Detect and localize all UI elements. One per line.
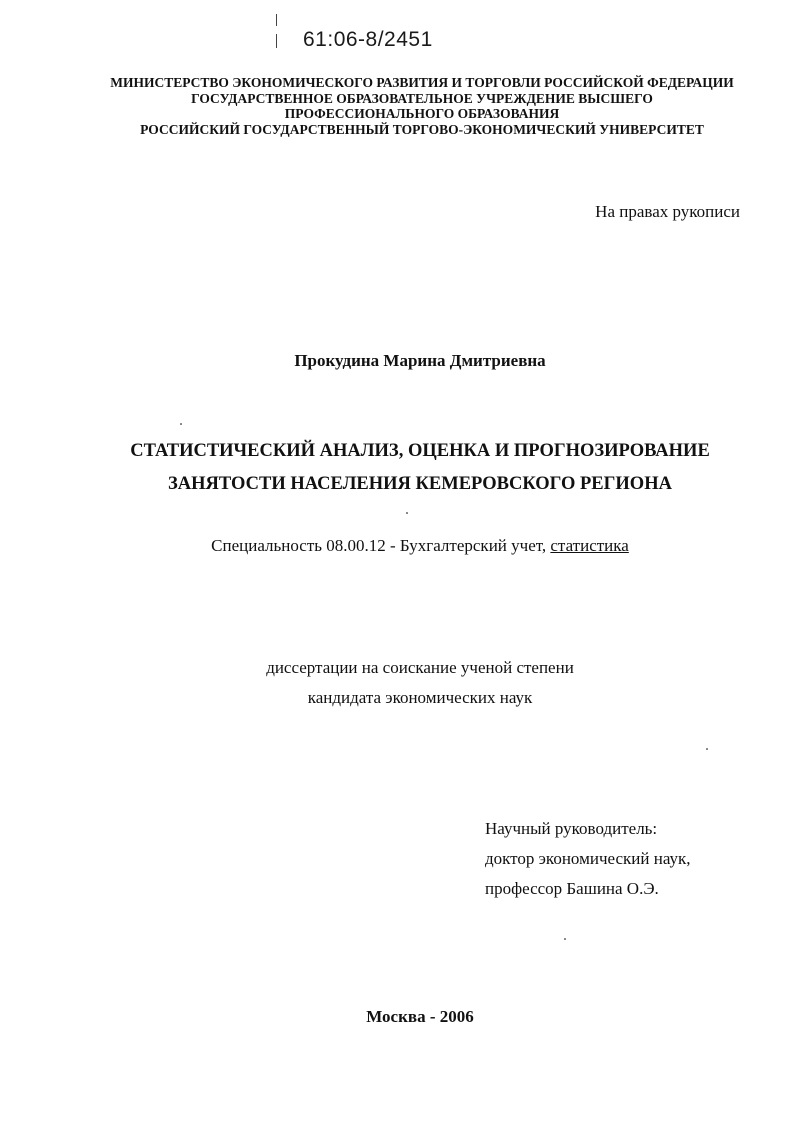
degree-line-1: диссертации на соискание ученой степени: [266, 658, 574, 677]
scan-speck: [406, 512, 408, 514]
speciality-prefix: Специальность 08.00.12 - Бухгалтерский учет,: [211, 536, 551, 555]
manuscript-rights-note: На правах рукописи: [595, 202, 740, 221]
scan-speck: [180, 423, 182, 425]
title-line-2: ЗАНЯТОСТИ НАСЕЛЕНИЯ КЕМЕРОВСКОГО РЕГИОНА: [168, 474, 672, 494]
header-line: ГОСУДАРСТВЕННОЕ ОБРАЗОВАТЕЛЬНОЕ УЧРЕЖДЕНИЕ ВЫСШЕГО: [191, 90, 653, 106]
header-line: РОССИЙСКИЙ ГОСУДАРСТВЕННЫЙ ТОРГОВО-ЭКОНОМИЧЕСКИЙ УНИВЕРСИТЕТ: [140, 121, 704, 137]
title-line-1: СТАТИСТИЧЕСКИЙ АНАЛИЗ, ОЦЕНКА И ПРОГНОЗИРОВАНИЕ: [130, 441, 710, 461]
supervisor-block: [485, 814, 691, 904]
scan-speck: [564, 938, 566, 940]
header-line: МИНИСТЕРСТВО ЭКОНОМИЧЕСКОГО РАЗВИТИЯ И ТОРГОВЛИ РОССИЙСКОЙ ФЕДЕРАЦИИ: [110, 75, 734, 90]
speciality-underlined: статистика: [550, 536, 629, 555]
city-year: Москва - 2006: [366, 1007, 474, 1026]
supervisor-name: профессор Башина О.Э.: [485, 879, 659, 898]
scan-mark: [276, 14, 277, 26]
dissertation-title: [60, 435, 780, 501]
scan-mark: [276, 34, 277, 48]
supervisor-degree: доктор экономический наук,: [485, 849, 691, 868]
speciality: [0, 536, 794, 556]
archive-number: 61:06-8/2451: [303, 28, 433, 51]
author-name: Прокудина Марина Дмитриевна: [294, 351, 546, 370]
degree-line-2: кандидата экономических наук: [307, 688, 533, 707]
scan-speck: [706, 748, 708, 750]
degree-statement: [0, 653, 794, 713]
supervisor-label: Научный руководитель:: [485, 819, 658, 838]
header-line: ПРОФЕССИОНАЛЬНОГО ОБРАЗОВАНИЯ: [284, 106, 560, 121]
ministry-header: [90, 75, 754, 137]
